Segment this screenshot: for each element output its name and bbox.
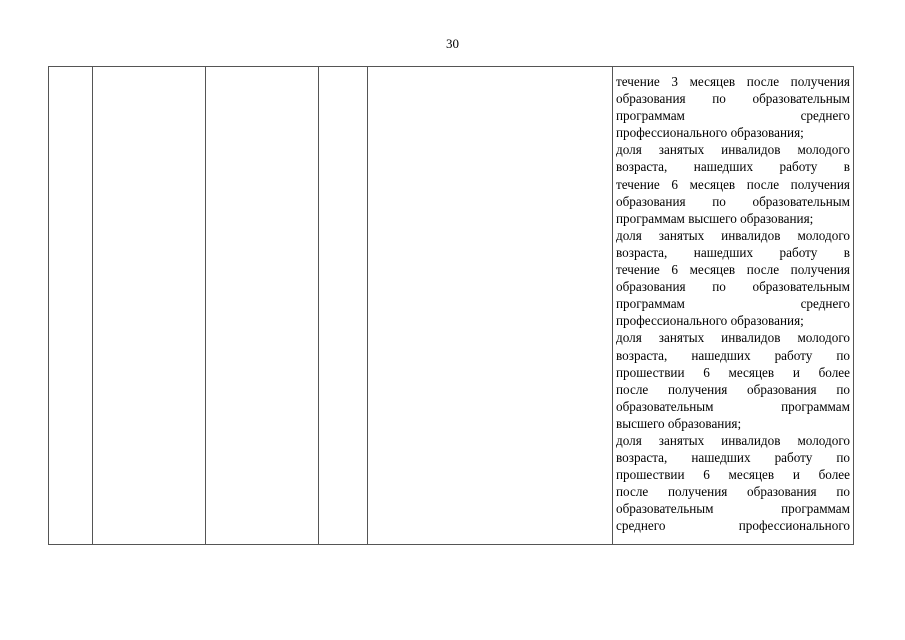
text-line: течение 3 месяцев после получения — [616, 74, 850, 89]
text-line: доля занятых инвалидов молодого — [616, 142, 850, 158]
text-line: возраста, нашедших работу по — [616, 450, 850, 466]
text-line: доля занятых инвалидов молодого — [616, 330, 850, 346]
text-line: высшего образования; — [616, 415, 742, 431]
table-cell-3 — [206, 67, 319, 545]
table-cell-2 — [93, 67, 206, 545]
text-line: доля занятых инвалидов молодого — [616, 432, 850, 448]
table-row — [49, 67, 854, 545]
text-line: профессионального образования; — [616, 125, 804, 141]
text-line: образования по образовательным — [616, 279, 850, 295]
text-line: возраста, нашедших работу по — [616, 347, 850, 363]
text-line: профессионального образования; — [616, 313, 804, 329]
indicator-text — [613, 67, 853, 535]
text-line: образовательным программам — [616, 398, 850, 414]
table-cell-5 — [368, 67, 613, 545]
text-line: течение 6 месяцев после получения — [616, 262, 850, 278]
text-line: образования по образовательным — [616, 91, 850, 107]
text-line: доля занятых инвалидов молодого — [616, 227, 850, 243]
text-line: возраста, нашедших работу в — [616, 244, 850, 260]
text-line: течение 6 месяцев после получения — [616, 176, 850, 192]
page-number: 30 — [446, 36, 459, 51]
text-line: после получения образования по — [616, 381, 850, 397]
text-line: прошествии 6 месяцев и более — [616, 364, 850, 380]
indicator-table — [48, 66, 854, 545]
text-line: образовательным программам — [616, 501, 850, 517]
text-line: программам среднего — [616, 108, 850, 124]
text-line: программам высшего образования; — [616, 210, 814, 226]
text-line: возраста, нашедших работу в — [616, 159, 850, 175]
table-cell-6 — [613, 67, 854, 545]
text-line: образования по образовательным — [616, 193, 850, 209]
table-cell-1 — [49, 67, 93, 545]
text-line: программам среднего — [616, 296, 850, 312]
text-line: среднего профессионального — [616, 518, 850, 534]
text-line: после получения образования по — [616, 484, 850, 500]
text-line: прошествии 6 месяцев и более — [616, 467, 850, 483]
table-cell-4 — [319, 67, 368, 545]
